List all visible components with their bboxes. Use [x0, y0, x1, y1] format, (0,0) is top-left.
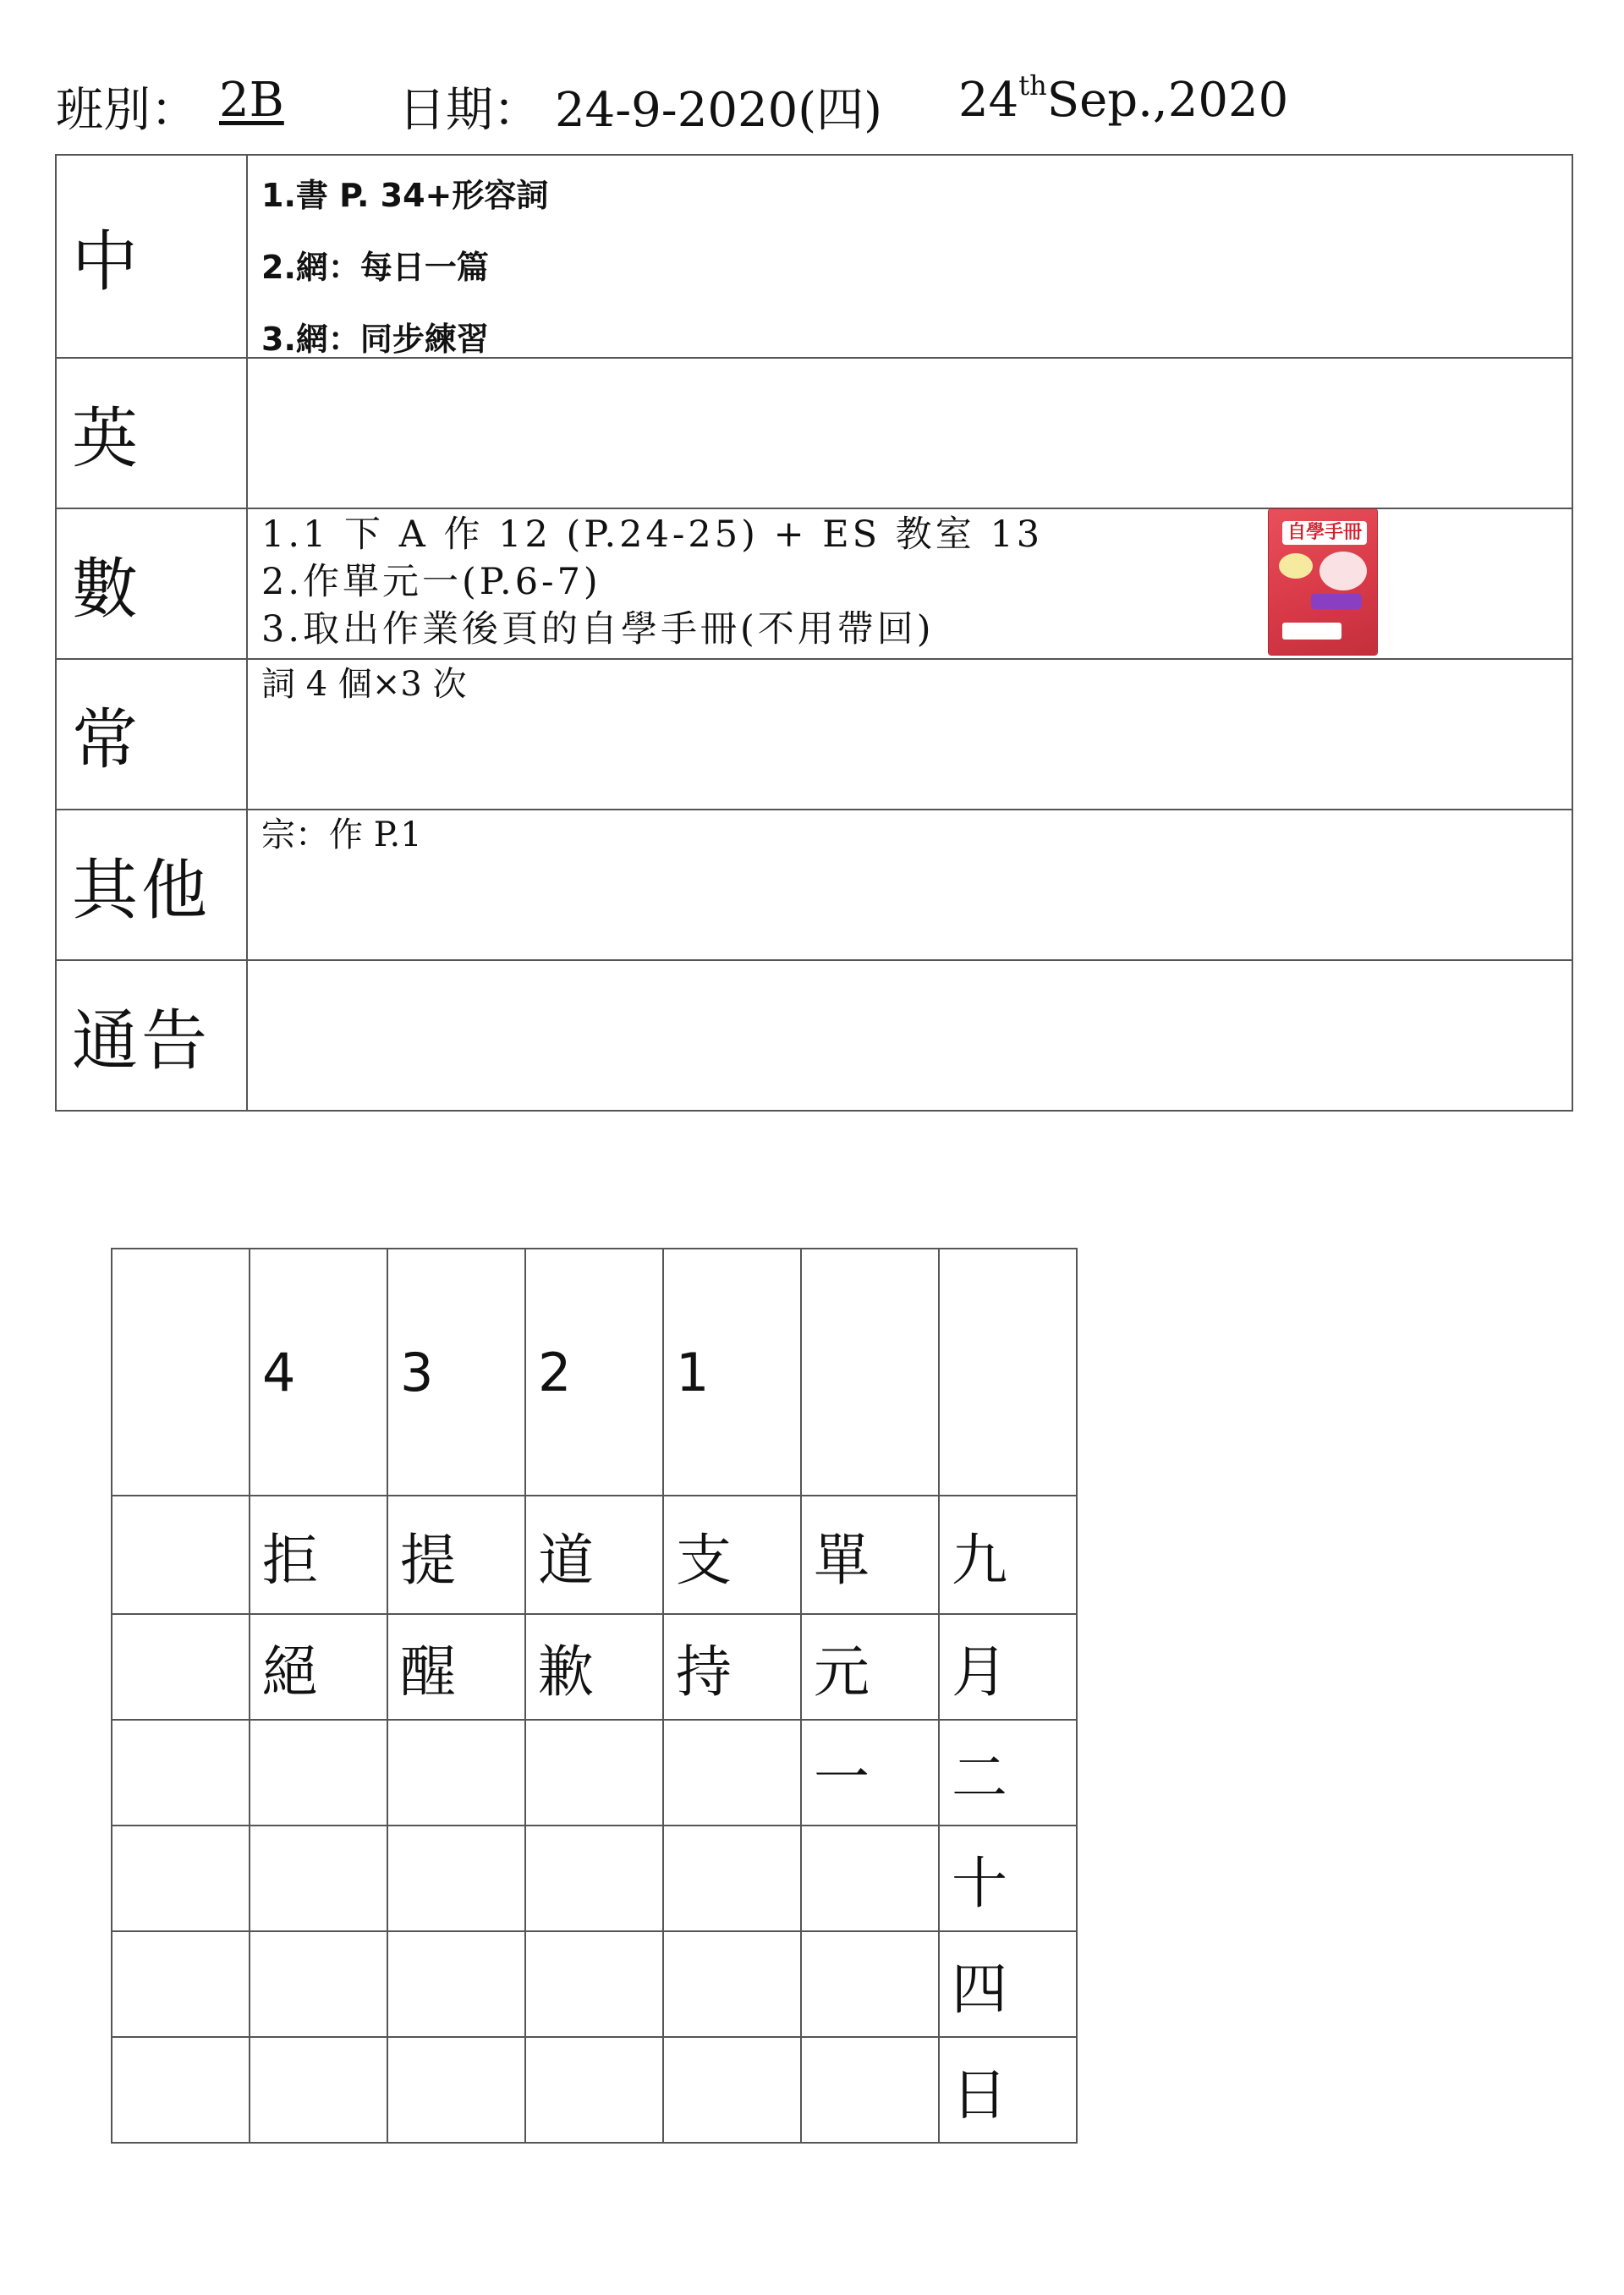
- vocab-cell: [525, 1720, 663, 1826]
- vocab-row: [112, 1931, 1077, 2037]
- vocab-cell: 四: [939, 1931, 1077, 2037]
- homework-row-notices: [56, 960, 1572, 1111]
- vocab-cell: 拒: [250, 1496, 387, 1614]
- subject-math: 數: [56, 508, 247, 659]
- homework-row-others: [56, 810, 1572, 960]
- vocab-cell: [112, 1720, 250, 1826]
- english-date: [958, 69, 1289, 128]
- vocab-cell: [112, 1496, 250, 1614]
- vocab-row: [112, 2037, 1077, 2143]
- homework-row-english: [56, 358, 1572, 508]
- vocab-cell: 醒: [387, 1614, 525, 1720]
- vocab-cell: [663, 1720, 801, 1826]
- subject-chinese: 中: [56, 155, 247, 358]
- chinese-task-1: 1.書 P. 34+形容詞: [261, 177, 549, 214]
- vocab-cell: [801, 1931, 939, 2037]
- vocab-number-cell: 4: [250, 1249, 387, 1496]
- subject-others: 其他: [56, 810, 247, 960]
- math-task-3: 3.取出作業後頁的自學手冊(不用帶回): [261, 608, 935, 651]
- class-label: 班別：: [56, 83, 198, 138]
- vocab-cell: [663, 2037, 801, 2143]
- english-date-rest: Sep.,2020: [1046, 73, 1289, 128]
- math-content: [247, 508, 1572, 659]
- others-task-1: 宗：作 P.1: [261, 815, 422, 854]
- vocab-number-cell: 3: [387, 1249, 525, 1496]
- homework-row-general-studies: [56, 659, 1572, 810]
- vocab-number-cell: [112, 1249, 250, 1496]
- date-label: 日期：: [398, 83, 540, 138]
- vocab-row: [112, 1720, 1077, 1826]
- class-value: 2B: [219, 73, 284, 128]
- vocab-cell: 絕: [250, 1614, 387, 1720]
- vocab-cell: [801, 2037, 939, 2143]
- general-studies-task-1: 詞 4 個×3 次: [261, 665, 467, 704]
- chinese-task-3: 3.網：同步練習: [261, 321, 489, 358]
- vocab-cell: [525, 2037, 663, 2143]
- vocab-cell: [387, 1931, 525, 2037]
- vocab-cell: 歉: [525, 1614, 663, 1720]
- english-date-day: 24: [958, 73, 1019, 128]
- general-studies-content: [247, 659, 1572, 810]
- english-date-suffix: th: [1018, 69, 1047, 102]
- math-task-2: 2.作單元一(P.6-7): [261, 561, 601, 603]
- vocab-row: [112, 1826, 1077, 1931]
- vocab-number-cell: [801, 1249, 939, 1496]
- vocab-cell: 月: [939, 1614, 1077, 1720]
- vocab-cell: 十: [939, 1826, 1077, 1931]
- vocab-cell: 二: [939, 1720, 1077, 1826]
- vocab-cell: [250, 1826, 387, 1931]
- vocab-cell: [112, 1826, 250, 1931]
- math-task-1: 1.1 下 A 作 12 (P.24-25) + ES 教室 13: [261, 513, 1044, 556]
- vocab-cell: 提: [387, 1496, 525, 1614]
- vocab-row: [112, 1614, 1077, 1720]
- vocab-cell: 道: [525, 1496, 663, 1614]
- vocab-cell: [663, 1931, 801, 2037]
- subject-general-studies: 常: [56, 659, 247, 810]
- homework-row-chinese: [56, 155, 1572, 358]
- vocab-cell: [112, 2037, 250, 2143]
- vocab-number-cell: [939, 1249, 1077, 1496]
- vocab-cell: 支: [663, 1496, 801, 1614]
- vocab-cell: [525, 1931, 663, 2037]
- vocab-number-cell: 2: [525, 1249, 663, 1496]
- vocab-cell: 九: [939, 1496, 1077, 1614]
- vocab-cell: [525, 1826, 663, 1931]
- others-content: [247, 810, 1572, 960]
- vocab-cell: 一: [801, 1720, 939, 1826]
- subject-notices: 通告: [56, 960, 247, 1111]
- vocab-cell: [801, 1826, 939, 1931]
- vocab-cell: 單: [801, 1496, 939, 1614]
- subject-english: 英: [56, 358, 247, 508]
- vocab-cell: 日: [939, 2037, 1077, 2143]
- chinese-task-2: 2.網：每日一篇: [261, 249, 489, 286]
- vocab-cell: 持: [663, 1614, 801, 1720]
- vocab-cell: [112, 1614, 250, 1720]
- vocab-row: [112, 1496, 1077, 1614]
- homework-row-math: [56, 508, 1572, 659]
- booklet-title: 自學手冊: [1282, 521, 1367, 545]
- vocab-cell: [250, 2037, 387, 2143]
- vocab-cell: [250, 1931, 387, 2037]
- vocabulary-grid: [111, 1248, 1078, 2144]
- vocab-cell: [250, 1720, 387, 1826]
- vocab-number-row: [112, 1249, 1077, 1496]
- english-content: [247, 358, 1572, 508]
- vocab-cell: [663, 1826, 801, 1931]
- vocab-cell: [112, 1931, 250, 2037]
- vocab-cell: [387, 1720, 525, 1826]
- vocab-cell: 元: [801, 1614, 939, 1720]
- vocab-number-cell: 1: [663, 1249, 801, 1496]
- self-study-booklet-image: [1269, 509, 1377, 655]
- date-value: 24-9-2020(四): [555, 83, 882, 138]
- vocab-cell: [387, 2037, 525, 2143]
- notices-content: [247, 960, 1572, 1111]
- chinese-content: [247, 155, 1572, 358]
- vocab-cell: [387, 1826, 525, 1931]
- homework-table: [55, 154, 1573, 1112]
